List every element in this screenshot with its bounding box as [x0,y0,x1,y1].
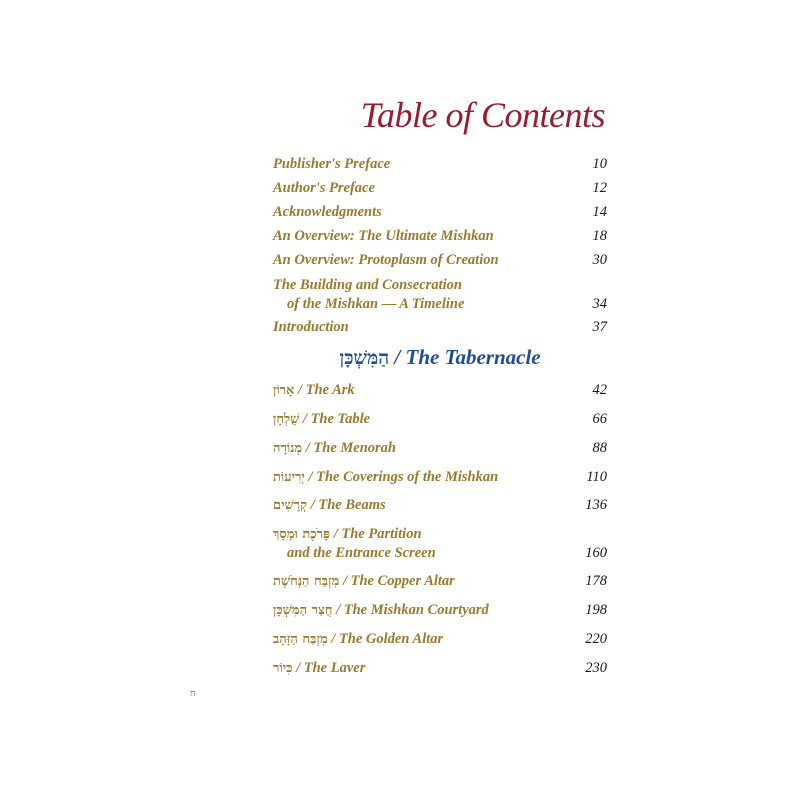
toc-entry-page: 136 [585,497,607,513]
toc-entry-english: / The Table [302,411,371,427]
toc-entry-hebrew: מִזְבַּח הַזָּהָב [273,632,328,647]
toc-entry-page: 42 [592,382,607,398]
toc-entry-menorah[interactable] [273,439,607,458]
toc-entry-label [273,276,464,314]
toc-entry-hebrew: מְנוֹרָה [273,441,303,456]
toc-entry-label [273,410,370,429]
section-heading-english: / The Tabernacle [394,345,541,369]
toc-entry-label [273,630,443,649]
toc-entry-acknowledgments[interactable] [273,203,607,222]
toc-entry-page: 34 [592,296,607,312]
toc-entry-english: / The Beams [310,497,386,513]
toc-entry-hebrew: כִּיוֹר [273,661,293,676]
toc-entry-hebrew: חֲצַר הַמִּשְׁכָּן [273,603,333,618]
toc-entry-label: Introduction [273,319,349,335]
page-title: Table of Contents [360,95,605,135]
toc-entry-overview-ultimate-mishkan[interactable] [273,227,607,246]
toc-entry-page: 10 [592,156,607,172]
toc-entry-page: 18 [592,228,607,244]
toc-entry-label [273,468,498,487]
section-heading [273,345,607,370]
toc-entry-publishers-preface[interactable] [273,155,607,174]
toc-entry-ark[interactable] [273,381,607,400]
toc-entry-page: 110 [586,469,607,485]
toc-entry-golden-altar[interactable] [273,630,607,649]
toc-entry-english: / The Menorah [305,440,396,456]
toc-entry-label [273,601,489,620]
toc-entry-english: / The Ark [298,382,355,398]
toc-entry-hebrew: מִזְבַּח הַנְּחֹשֶׁת [273,574,340,589]
toc-entry-english: / The Coverings of the Mishkan [308,469,499,485]
toc-entry-english: / The Partition [333,526,422,542]
toc-entry-label-line2: and the Entrance Screen [287,545,436,561]
toc-entry-page: 220 [585,631,607,647]
toc-entry-partition[interactable] [273,525,607,563]
toc-entry-page: 12 [592,180,607,196]
toc-entry-label-line2: of the Mishkan — A Timeline [287,296,465,312]
toc-entry-label: Acknowledgments [273,204,382,220]
toc-entry-english: / The Golden Altar [331,631,444,647]
toc-entry-hebrew: אָרוֹן [273,383,295,398]
toc-entry-page: 66 [592,411,607,427]
toc-entry-hebrew: קְרָשִׁים [273,498,308,513]
toc-entry-hebrew: פָּרֹכֶת וּמָסָךְ [273,527,331,542]
toc-entry-label: An Overview: The Ultimate Mishkan [273,228,494,244]
toc-entry-hebrew: שֻׁלְחָן [273,412,300,427]
toc-entry-label: An Overview: Protoplasm of Creation [273,252,499,268]
toc-entry-courtyard[interactable] [273,601,607,620]
toc-entry-page: 230 [585,660,607,676]
toc-entry-label [273,381,355,400]
toc-entry-page: 88 [592,440,607,456]
toc-entry-label [273,496,386,515]
toc-entry-page: 37 [592,319,607,335]
toc-entry-laver[interactable] [273,659,607,678]
toc-entry-page: 198 [585,602,607,618]
toc-entry-english: / The Laver [296,660,366,676]
toc-entry-coverings[interactable] [273,468,607,487]
toc-entry-label [273,572,455,591]
toc-entry-label: Publisher's Preface [273,156,391,172]
toc-entry-hebrew: יְרִיעוֹת [273,470,305,485]
toc-entry-copper-altar[interactable] [273,572,607,591]
toc-entry-overview-protoplasm[interactable] [273,251,607,270]
toc-entry-english: / The Mishkan Courtyard [336,602,489,618]
toc-entry-label [273,525,436,563]
toc-entry-table[interactable] [273,410,607,429]
table-of-contents [273,0,607,800]
toc-entry-authors-preface[interactable] [273,179,607,198]
toc-entry-english: / The Copper Altar [342,573,455,589]
toc-entry-label [273,439,396,458]
toc-entry-beams[interactable] [273,496,607,515]
toc-entry-timeline[interactable] [273,276,607,314]
toc-entry-page: 160 [585,545,607,561]
toc-entry-page: 178 [585,573,607,589]
toc-entry-label [273,659,365,678]
page-folio: ח [190,689,196,699]
toc-entry-label-line1 [273,525,436,544]
toc-entry-introduction[interactable] [273,318,607,337]
toc-entry-label: Author's Preface [273,180,375,196]
toc-entry-label-line1: The Building and Consecration [273,277,462,293]
toc-entry-page: 30 [592,252,607,268]
toc-entry-page: 14 [592,204,607,220]
section-heading-hebrew: הַמִּשְׁכָּן [339,347,390,369]
